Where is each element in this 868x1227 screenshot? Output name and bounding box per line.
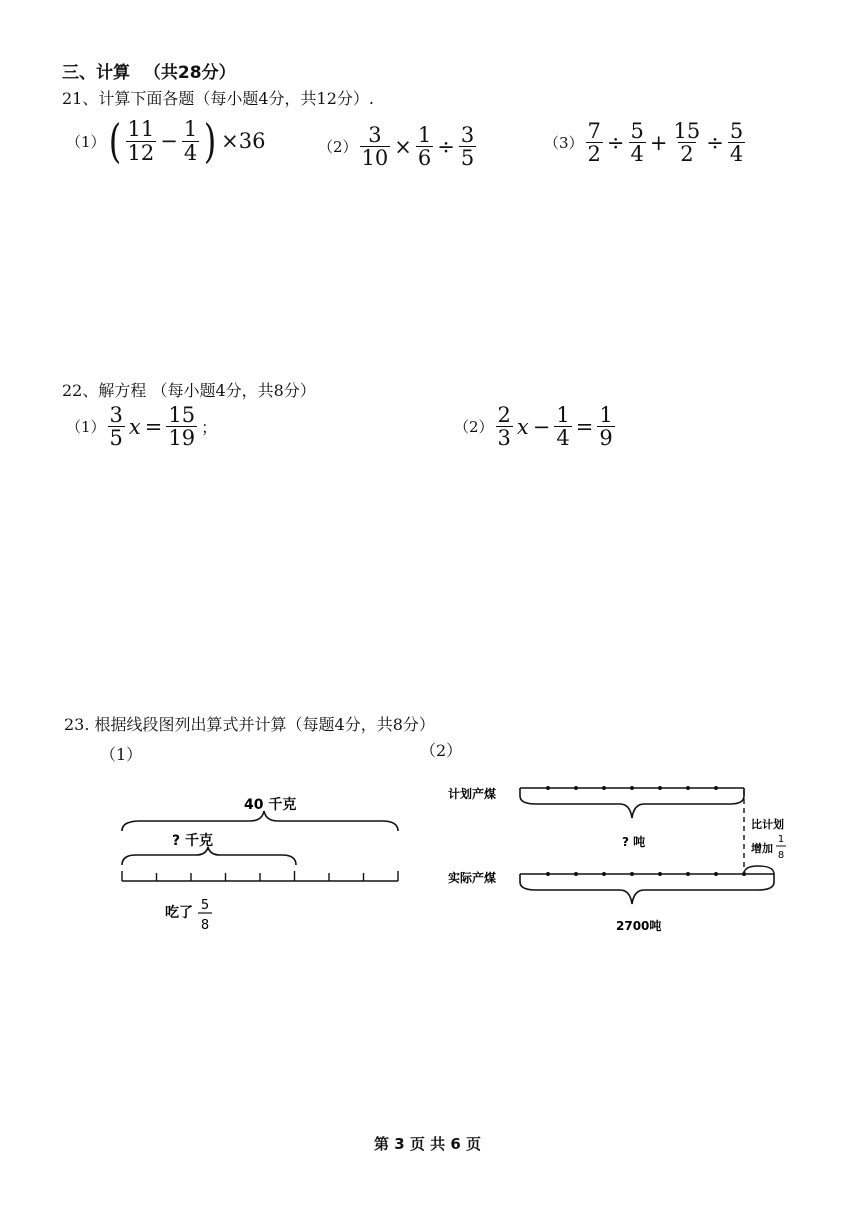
numerator: 2: [497, 403, 511, 427]
numerator: 1: [417, 123, 432, 147]
actual-brace: [520, 874, 774, 904]
numerator: 1: [183, 117, 198, 142]
note-numerator: 1: [777, 834, 785, 845]
minus-sign: −: [160, 129, 178, 153]
numerator: 7: [587, 119, 601, 143]
note-denominator: 8: [777, 850, 785, 861]
q21-p3-label: （3）: [544, 134, 584, 153]
fraction: [108, 404, 125, 449]
q21-p1-label: （1）: [66, 132, 106, 151]
q22-problem-2: [454, 404, 617, 449]
total-label: 40 千克: [244, 797, 297, 813]
denominator: 10: [361, 146, 389, 171]
denominator: 4: [183, 140, 198, 165]
plan-quantity: ? 吨: [622, 835, 646, 849]
page-footer: 第 3 页 共 6 页: [374, 1135, 481, 1153]
section-title: [62, 58, 236, 83]
numerator: 1: [599, 403, 613, 427]
note-line-1: 比计划: [751, 818, 784, 831]
plus-sign: +: [649, 130, 668, 155]
extra-brace: [744, 866, 774, 874]
fraction: [728, 120, 745, 165]
denominator: 5: [460, 146, 475, 171]
equals-sign: =: [575, 414, 594, 439]
fraction: [554, 404, 571, 449]
divide-sign: ÷: [606, 130, 625, 155]
fraction: [166, 404, 197, 449]
numerator: 5: [729, 119, 744, 143]
fraction: [672, 120, 703, 165]
fraction: [126, 118, 157, 163]
total-brace: [122, 811, 398, 831]
times-term: ×36: [221, 129, 266, 153]
denominator: 4: [556, 426, 570, 451]
q23-p2-label: （2）: [420, 741, 463, 760]
ate-label: 吃了: [165, 905, 193, 921]
q21-problem-3: [544, 120, 747, 165]
numerator: 3: [368, 123, 382, 147]
segment-diagram-2: [440, 770, 800, 940]
q21-heading: 21、计算下面各题（每小题4分，共12分）.: [62, 89, 374, 108]
fraction: [416, 124, 433, 169]
fraction: [496, 404, 513, 449]
numerator: 5: [630, 119, 644, 143]
numerator: 11: [127, 117, 155, 142]
numerator: 3: [460, 123, 475, 147]
q22-heading: 22、解方程 （每小题4分，共8分）: [62, 381, 316, 400]
part-label: ? 千克: [172, 833, 213, 849]
plan-brace: [520, 788, 744, 818]
q22-problem-1: [66, 404, 219, 449]
segment-diagram-1: [110, 785, 410, 945]
denominator: 19: [168, 426, 196, 451]
ate-denominator: 8: [200, 918, 210, 933]
fraction: [182, 118, 199, 163]
fraction: [597, 404, 614, 449]
denominator: 4: [729, 142, 744, 167]
variable-x: x: [516, 414, 529, 439]
fraction: [629, 120, 646, 165]
q22-p2-label: （2）: [454, 418, 494, 437]
ate-numerator: 5: [200, 898, 210, 913]
q23-heading: 23. 根据线段图列出算式并计算（每题4分，共8分）: [64, 715, 435, 734]
left-paren: (: [108, 114, 121, 168]
equals-sign: =: [144, 414, 163, 439]
times-sign: ×: [394, 134, 412, 159]
numerator: 3: [109, 403, 123, 427]
actual-label: 实际产煤: [448, 871, 497, 885]
numerator: 1: [556, 403, 570, 427]
denominator: 2: [680, 142, 694, 167]
part-brace: [122, 847, 296, 865]
section-name: 三、计算: [62, 63, 130, 83]
fraction: [459, 124, 476, 169]
actual-value: 2700吨: [616, 919, 662, 933]
section-score: （共28分）: [143, 63, 236, 83]
fraction: [360, 124, 391, 169]
denominator: 5: [109, 426, 123, 451]
numerator: 15: [673, 119, 701, 143]
denominator: 4: [630, 142, 644, 167]
right-paren: ): [203, 114, 217, 168]
note-line-2: 增加: [751, 842, 773, 855]
denominator: 12: [127, 140, 155, 165]
denominator: 6: [417, 146, 432, 171]
fraction: [586, 120, 603, 165]
semicolon: ；: [201, 418, 218, 438]
q21-problem-1: [66, 114, 268, 168]
q21-p2-label: （2）: [318, 138, 358, 157]
plan-label: 计划产煤: [448, 787, 497, 801]
q21-problem-2: [318, 124, 478, 169]
variable-x: x: [128, 414, 141, 439]
divide-sign: ÷: [706, 130, 724, 155]
minus-sign: −: [532, 414, 551, 439]
divide-sign: ÷: [437, 134, 455, 159]
numerator: 15: [168, 403, 196, 427]
segment-ticks: [122, 871, 398, 881]
denominator: 9: [599, 426, 613, 451]
q23-p1-label: （1）: [100, 745, 143, 764]
q22-p1-label: （1）: [66, 418, 106, 437]
denominator: 2: [587, 142, 601, 167]
denominator: 3: [497, 426, 511, 451]
